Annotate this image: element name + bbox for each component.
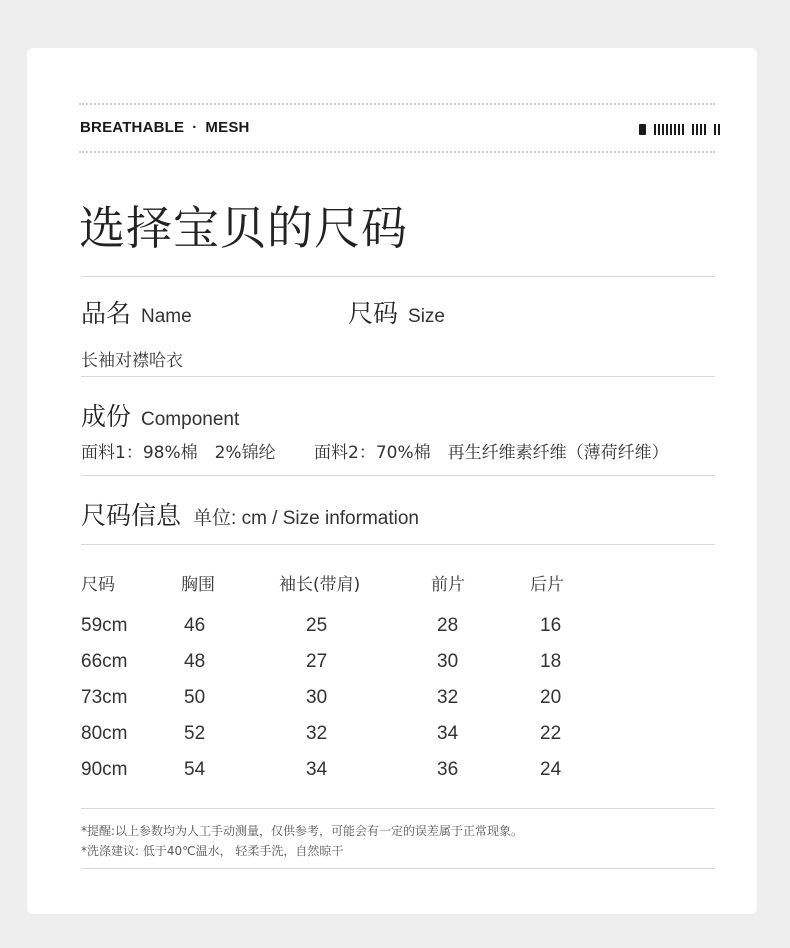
size-chart-card <box>27 48 757 914</box>
name-heading <box>81 294 192 330</box>
table-cell: 32 <box>306 723 328 744</box>
component-label: 成份 <box>81 402 132 431</box>
table-cell: 27 <box>306 651 328 672</box>
table-cell: 30 <box>437 651 459 672</box>
table-divider <box>81 808 715 809</box>
brand-separator: · <box>192 119 198 136</box>
table-cell: 59cm <box>81 615 128 636</box>
washing-advice: *洗涤建议: 低于40℃温水， 轻柔手洗，自然晾干 <box>81 844 344 858</box>
table-cell: 50 <box>184 687 206 708</box>
table-cell: 52 <box>184 723 206 744</box>
table-cell: 24 <box>540 759 562 780</box>
table-cell: 30 <box>306 687 328 708</box>
table-cell: 20 <box>540 687 562 708</box>
table-cell: 36 <box>437 759 459 780</box>
table-cell: 66cm <box>81 651 128 672</box>
barcode-icon <box>639 123 720 135</box>
table-cell: 80cm <box>81 723 128 744</box>
brand-breathable: BREATHABLE <box>80 119 185 136</box>
size-info-label: 尺码信息 <box>81 501 182 530</box>
size-heading <box>348 294 445 330</box>
title-divider <box>81 276 715 277</box>
brand-tagline <box>80 119 250 136</box>
product-name-value: 长袖对襟哈衣 <box>81 351 183 371</box>
table-cell: 25 <box>306 615 328 636</box>
name-label-en: Name <box>141 306 192 327</box>
table-cell: 90cm <box>81 759 128 780</box>
table-cell: 34 <box>306 759 328 780</box>
table-cell: 16 <box>540 615 562 636</box>
th-back: 后片 <box>530 575 564 595</box>
header-dotted-divider <box>79 151 715 153</box>
size-info-unit: 单位: cm / Size information <box>193 508 419 529</box>
th-front: 前片 <box>431 575 465 595</box>
size-label: 尺码 <box>348 299 399 328</box>
bottom-divider <box>81 868 715 869</box>
name-label: 品名 <box>81 299 132 328</box>
component-heading <box>81 397 239 433</box>
size-label-en: Size <box>408 306 445 327</box>
measurement-reminder: *提醒:以上参数均为人工手动测量，仅供参考，可能会有一定的误差属于正常现象。 <box>81 824 524 838</box>
table-cell: 32 <box>437 687 459 708</box>
component-divider <box>81 475 715 476</box>
brand-mesh: MESH <box>205 119 250 136</box>
page-title: 选择宝贝的尺码 <box>79 201 408 255</box>
th-size: 尺码 <box>81 575 115 595</box>
product-divider <box>81 376 715 377</box>
table-cell: 46 <box>184 615 206 636</box>
fabric-1: 面料1：98%棉 2%锦纶 <box>81 443 276 463</box>
table-cell: 22 <box>540 723 562 744</box>
table-cell: 18 <box>540 651 562 672</box>
fabric-2: 面料2：70%棉 再生纤维素纤维（薄荷纤维） <box>314 443 669 463</box>
top-dotted-divider <box>79 103 715 105</box>
th-chest: 胸围 <box>181 575 215 595</box>
table-cell: 48 <box>184 651 206 672</box>
size-info-divider <box>81 544 715 545</box>
table-cell: 54 <box>184 759 206 780</box>
table-cell: 73cm <box>81 687 128 708</box>
th-sleeve: 袖长(带肩) <box>279 575 361 595</box>
size-info-heading <box>81 496 419 532</box>
component-label-en: Component <box>141 409 240 430</box>
table-cell: 28 <box>437 615 459 636</box>
table-cell: 34 <box>437 723 459 744</box>
